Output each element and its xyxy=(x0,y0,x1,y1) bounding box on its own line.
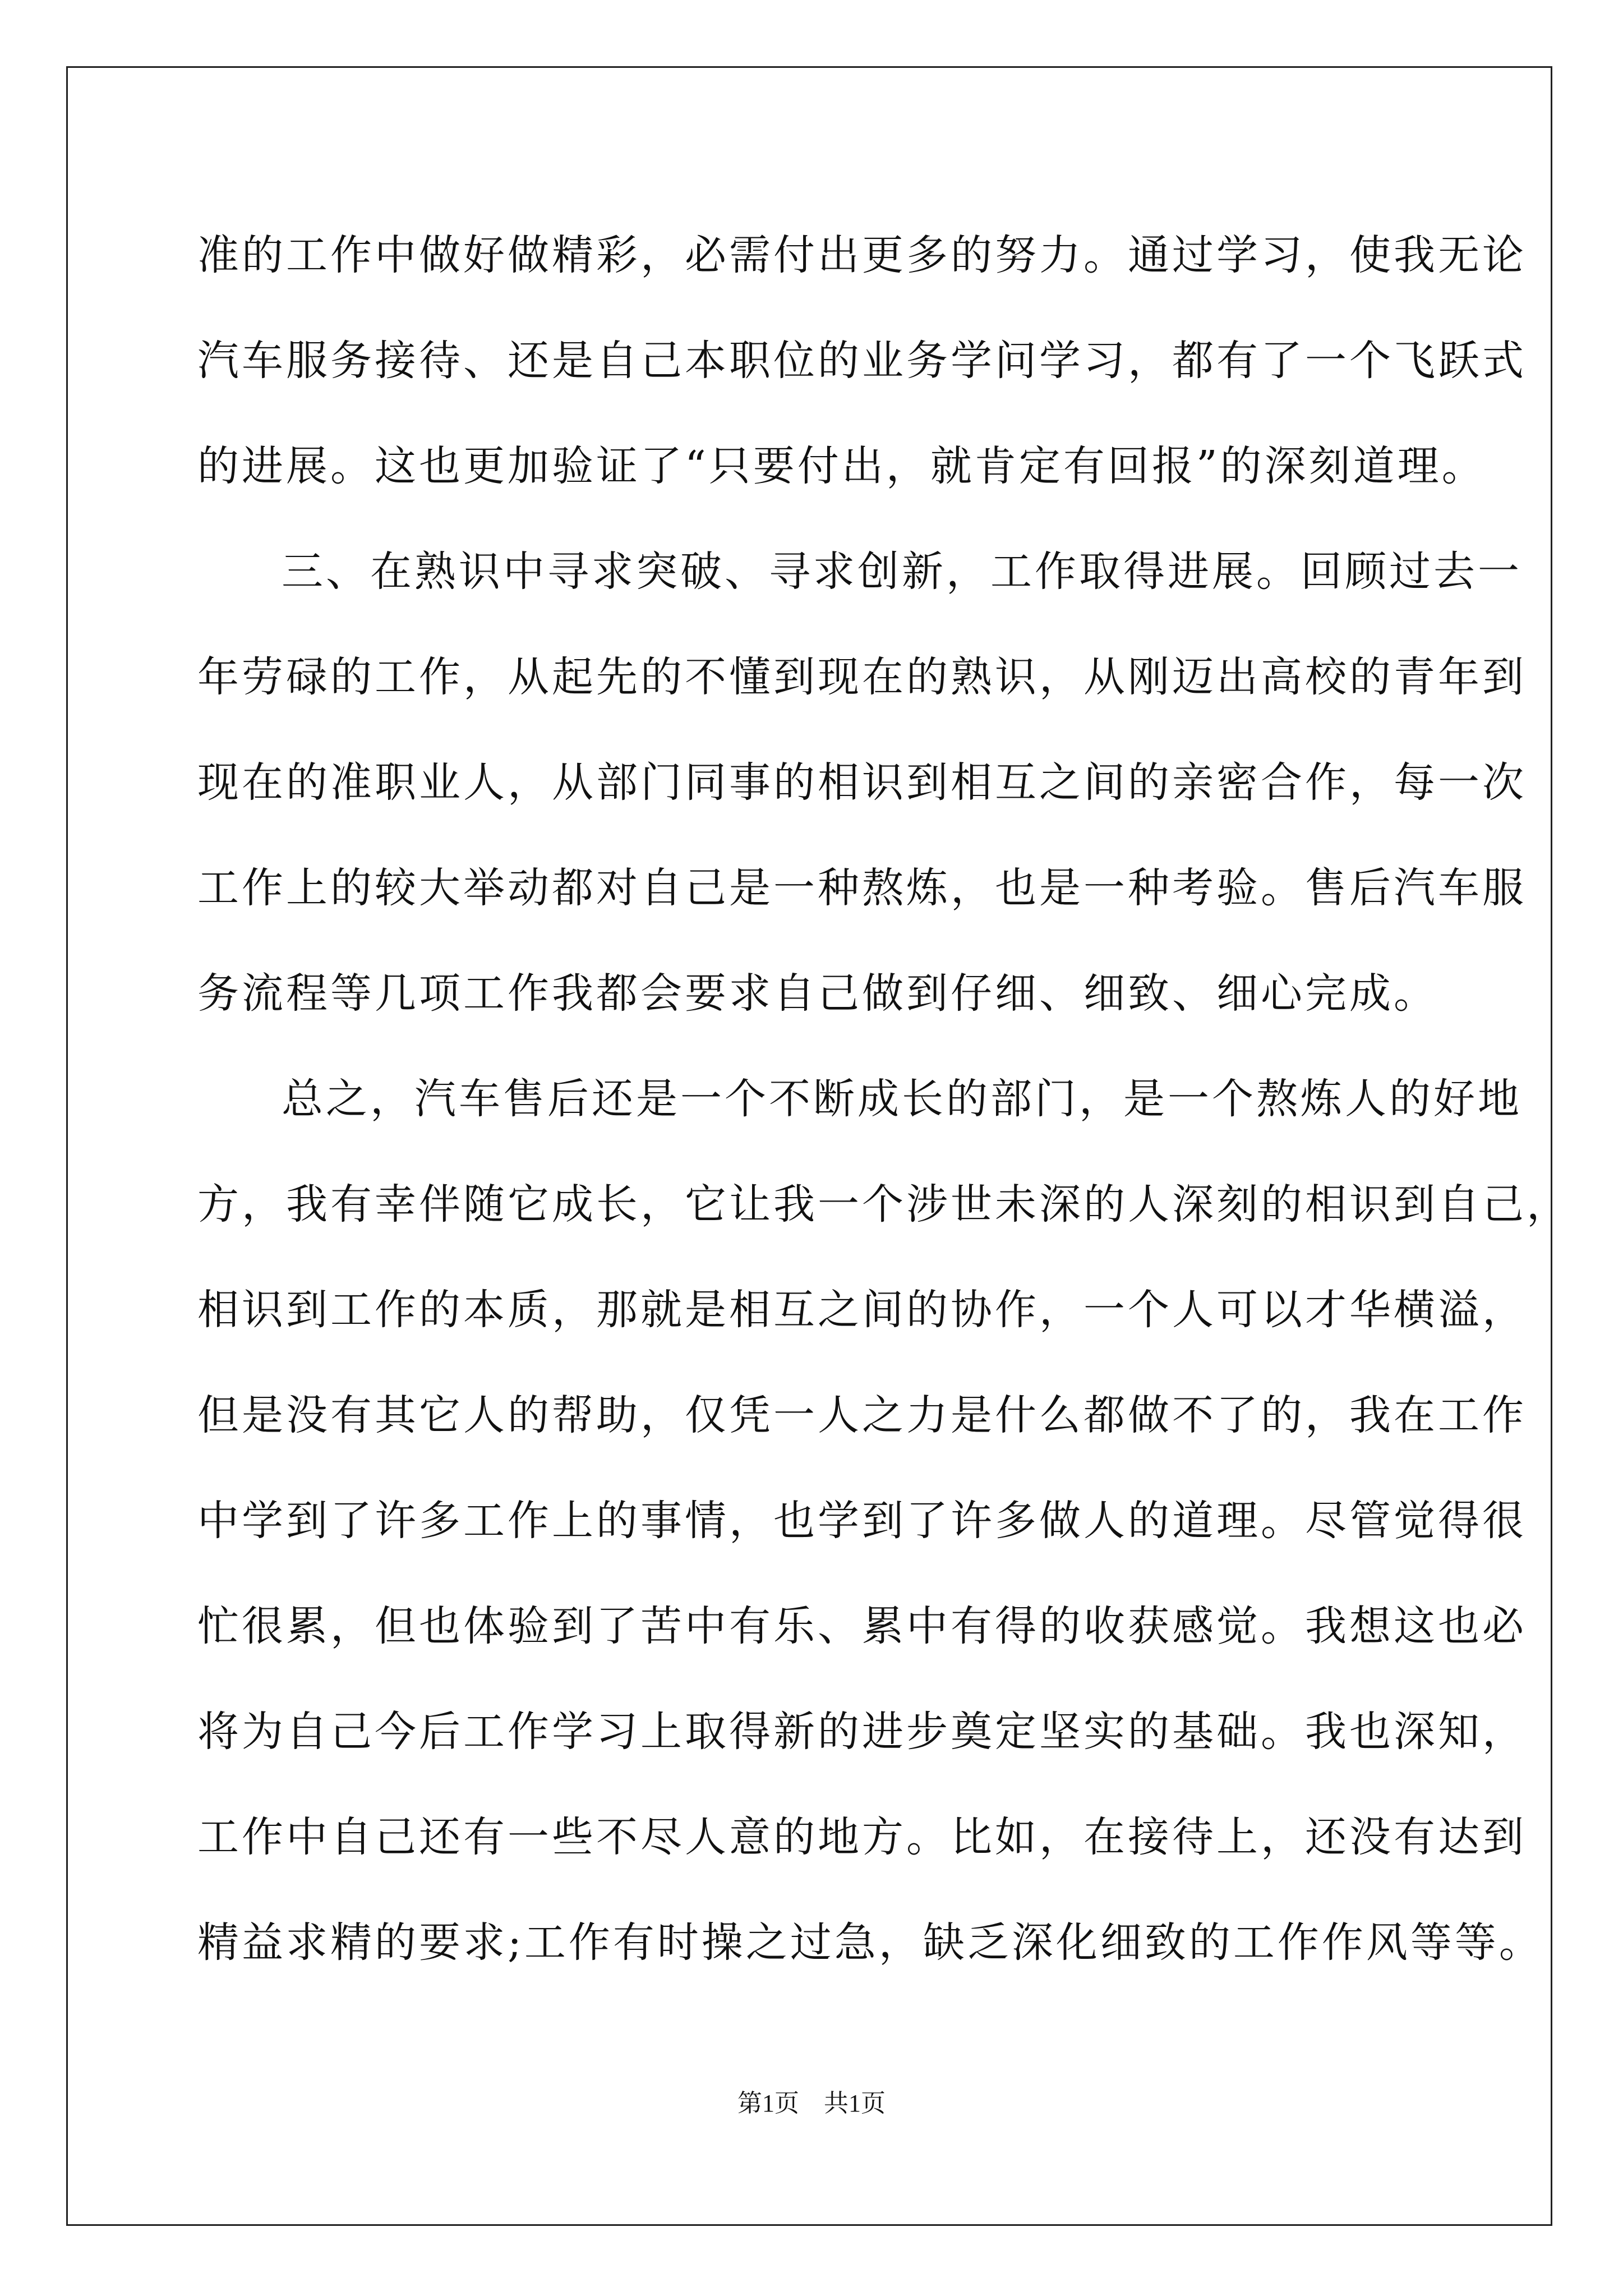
text-line: 工作上的较大举动都对自己是一种熬炼，也是一种考验。售后汽车服 xyxy=(197,864,1527,912)
text-line: 现在的准职业人，从部门同事的相识到相互之间的亲密合作，每一次 xyxy=(197,758,1527,807)
page-number: 第1页 xyxy=(737,2090,799,2117)
text-line: 将为自己今后工作学习上取得新的进步奠定坚实的基础。我也深知， xyxy=(197,1708,1527,1756)
text-line: 准的工作中做好做精彩，必需付出更多的努力。通过学习，使我无论 xyxy=(197,231,1527,279)
text-line: 相识到工作的本质，那就是相互之间的协作，一个人可以才华横溢， xyxy=(197,1286,1527,1334)
text-line: 忙很累，但也体验到了苦中有乐、累中有得的收获感觉。我想这也必 xyxy=(197,1602,1527,1650)
text-line: 中学到了许多工作上的事情，也学到了许多做人的道理。尽管觉得很 xyxy=(197,1497,1527,1545)
text-line: 工作中自己还有一些不尽人意的地方。比如，在接待上，还没有达到 xyxy=(197,1813,1527,1861)
text-line: 的进展。这也更加验证了“只要付出，就肯定有回报”的深刻道理。 xyxy=(197,442,1486,490)
page-total: 共1页 xyxy=(824,2090,886,2117)
text-line: 精益求精的要求;工作有时操之过急，缺乏深化细致的工作作风等等。 xyxy=(197,1918,1543,1967)
text-line: 但是没有其它人的帮助，仅凭一人之力是什么都做不了的，我在工作 xyxy=(197,1391,1527,1439)
text-line: 汽车服务接待、还是自己本职位的业务学问学习，都有了一个飞跃式 xyxy=(197,337,1527,385)
text-line: 年劳碌的工作，从起先的不懂到现在的熟识，从刚迈出高校的青年到 xyxy=(197,653,1527,701)
paragraph-start-line: 总之，汽车售后还是一个不断成长的部门，是一个熬炼人的好地 xyxy=(282,1075,1522,1123)
text-line: 方，我有幸伴随它成长，它让我一个涉世未深的人深刻的相识到自己， xyxy=(197,1180,1571,1228)
paragraph-start-line: 三、在熟识中寻求突破、寻求创新，工作取得进展。回顾过去一 xyxy=(282,547,1522,596)
page-footer xyxy=(0,2087,1623,2120)
text-line: 务流程等几项工作我都会要求自己做到仔细、细致、细心完成。 xyxy=(197,969,1438,1018)
